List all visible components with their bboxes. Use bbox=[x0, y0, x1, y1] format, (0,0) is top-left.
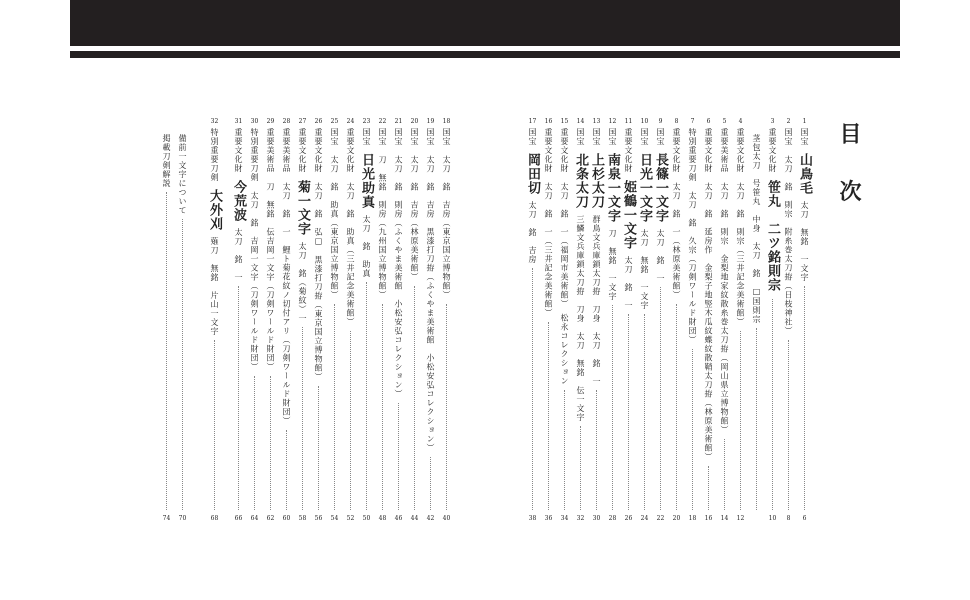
entry-classification: 重要文化財 bbox=[298, 128, 307, 173]
dotted-leader bbox=[254, 376, 255, 510]
entry-text bbox=[798, 128, 811, 282]
entry-text bbox=[344, 128, 357, 327]
toc-entry[interactable] bbox=[558, 118, 571, 528]
entry-page-number: 58 bbox=[298, 515, 307, 522]
toc-entry[interactable] bbox=[344, 118, 357, 528]
entry-text bbox=[424, 128, 437, 453]
toc-entry[interactable] bbox=[782, 118, 795, 528]
entry-classification: 国宝 bbox=[800, 128, 809, 146]
toc-entry[interactable] bbox=[328, 118, 341, 528]
entry-number: 14 bbox=[576, 118, 585, 125]
dotted-leader bbox=[692, 349, 693, 510]
entry-number: 13 bbox=[592, 118, 601, 125]
entry-text bbox=[718, 128, 731, 435]
entry-number: 9 bbox=[658, 118, 663, 125]
entry-page-number: 62 bbox=[266, 515, 275, 522]
entry-sword-name: 大外刈 bbox=[207, 188, 222, 231]
toc-entry[interactable] bbox=[176, 118, 189, 528]
entry-classification: 国宝 bbox=[394, 128, 403, 146]
entry-text bbox=[280, 128, 293, 426]
entry-sword-name: 今荒波 bbox=[231, 179, 246, 222]
dotted-leader bbox=[564, 390, 565, 510]
entry-description: 太刀 無銘 一文字 bbox=[800, 201, 809, 283]
entry-description: 太刀 銘 延房作 金梨子地竪木瓜紋蝶紋散鞘太刀拵（林原美術館） bbox=[704, 182, 713, 462]
entry-number: 16 bbox=[544, 118, 553, 125]
entry-text bbox=[750, 128, 763, 324]
entry-number: 24 bbox=[346, 118, 355, 125]
entry-sword-name: 上杉太刀 bbox=[589, 152, 604, 209]
entry-description: 太刀 銘 久宗（刀剣ワールド財団） bbox=[688, 191, 697, 345]
entry-page-number: 56 bbox=[314, 515, 323, 522]
entry-number: 10 bbox=[640, 118, 649, 125]
toc-entry[interactable] bbox=[392, 118, 405, 528]
entry-page-number: 50 bbox=[362, 515, 371, 522]
entry-sword-name: 岡田切 bbox=[525, 152, 540, 195]
entry-classification: 重要文化財 bbox=[624, 128, 633, 173]
entry-number: 31 bbox=[234, 118, 243, 125]
entry-text bbox=[654, 128, 667, 283]
entry-description: 太刀 銘 則宗 金梨地家紋散糸巻太刀拵（岡山県立博物館） bbox=[720, 182, 729, 435]
entry-classification: 特別重要刀剣 bbox=[688, 128, 697, 182]
entry-page-number: 64 bbox=[250, 515, 259, 522]
entry-text bbox=[574, 128, 587, 422]
entry-classification: 重要文化財 bbox=[768, 128, 777, 173]
entry-number: 7 bbox=[690, 118, 695, 125]
dotted-leader bbox=[430, 457, 431, 510]
dotted-leader bbox=[724, 439, 725, 510]
entry-number: 30 bbox=[250, 118, 259, 125]
entry-page-number: 20 bbox=[672, 515, 681, 522]
entry-page-number: 42 bbox=[426, 515, 435, 522]
entry-text bbox=[248, 128, 261, 372]
toc-entry[interactable] bbox=[296, 118, 309, 528]
entry-text bbox=[312, 128, 325, 382]
entry-description: 三鱗文兵庫鎖太刀拵 刀身 太刀 無銘 伝一文字 bbox=[576, 215, 585, 423]
entry-text bbox=[702, 128, 715, 462]
entry-number: 20 bbox=[410, 118, 419, 125]
toc-entry[interactable] bbox=[766, 118, 779, 528]
entry-classification: 国宝 bbox=[608, 128, 617, 146]
entry-text bbox=[160, 128, 173, 188]
entry-page-number: 32 bbox=[576, 515, 585, 522]
header-banner bbox=[70, 0, 900, 46]
entry-sword-name: 菊一文字 bbox=[295, 179, 310, 236]
entry-description: 掲載刀剣解説 bbox=[162, 134, 171, 188]
dotted-leader bbox=[644, 314, 645, 510]
entry-text bbox=[376, 128, 389, 300]
dotted-leader bbox=[532, 268, 533, 510]
dotted-leader bbox=[660, 287, 661, 510]
entry-page-number: 24 bbox=[640, 515, 649, 522]
entry-text bbox=[392, 128, 405, 399]
entry-number: 25 bbox=[330, 118, 339, 125]
dotted-leader bbox=[414, 286, 415, 510]
dotted-leader bbox=[350, 331, 351, 510]
dotted-leader bbox=[756, 328, 757, 510]
entry-classification: 重要美術品 bbox=[720, 128, 729, 173]
entry-page-number: 10 bbox=[768, 515, 777, 522]
dotted-leader bbox=[612, 305, 613, 510]
entry-page-number: 44 bbox=[410, 515, 419, 522]
entry-number: 17 bbox=[528, 118, 537, 125]
toc-entry[interactable] bbox=[670, 118, 683, 528]
entry-description: 刀 無銘 一文字 bbox=[608, 229, 617, 302]
entry-text bbox=[558, 128, 571, 386]
entry-page-number: 54 bbox=[330, 515, 339, 522]
entry-page-number: 16 bbox=[704, 515, 713, 522]
dotted-leader bbox=[214, 340, 215, 510]
dotted-leader bbox=[804, 286, 805, 510]
entry-page-number: 28 bbox=[608, 515, 617, 522]
entry-page-number: 8 bbox=[786, 515, 791, 522]
toc-entry[interactable] bbox=[798, 118, 811, 528]
entry-number: 21 bbox=[394, 118, 403, 125]
entry-text bbox=[208, 128, 221, 336]
dotted-leader bbox=[270, 376, 271, 510]
toc-entry[interactable] bbox=[654, 118, 667, 528]
entry-page-number: 40 bbox=[442, 515, 451, 522]
dotted-leader bbox=[238, 286, 239, 510]
entry-number: 11 bbox=[624, 118, 633, 125]
toc-entry[interactable] bbox=[526, 118, 539, 528]
entry-description: 太刀 銘 吉岡一文字（刀剣ワールド財団） bbox=[250, 191, 259, 372]
entry-page-number: 36 bbox=[544, 515, 553, 522]
toc-entry[interactable] bbox=[606, 118, 619, 528]
header-rule bbox=[70, 51, 900, 58]
entry-description: 太刀 銘 助真 bbox=[362, 215, 371, 279]
toc-entry[interactable] bbox=[638, 118, 651, 528]
toc-entry[interactable] bbox=[248, 118, 261, 528]
entry-description: 太刀 銘 一 鯉ト菊花紋ノ切付アリ（刀剣ワールド財団） bbox=[282, 182, 291, 426]
entry-number: 27 bbox=[298, 118, 307, 125]
entry-classification: 重要美術品 bbox=[266, 128, 275, 173]
entry-classification: 重要文化財 bbox=[234, 128, 243, 173]
toc-entry[interactable] bbox=[160, 118, 173, 528]
toc-entry[interactable] bbox=[264, 118, 277, 528]
toc-entry[interactable] bbox=[232, 118, 245, 528]
entry-classification: 重要文化財 bbox=[672, 128, 681, 173]
entry-text bbox=[526, 128, 539, 264]
entry-number: 2 bbox=[786, 118, 791, 125]
entry-page-number: 38 bbox=[528, 515, 537, 522]
entry-description: 太刀 銘 則宗（三井記念美術館） bbox=[736, 182, 745, 327]
entry-text bbox=[232, 128, 245, 282]
dotted-leader bbox=[596, 390, 597, 510]
entry-number: 6 bbox=[706, 118, 711, 125]
toc-entry[interactable] bbox=[424, 118, 437, 528]
entry-sword-name: 山鳥毛 bbox=[797, 152, 812, 195]
entry-number: 23 bbox=[362, 118, 371, 125]
entry-description: 群鳥文兵庫鎖太刀拵 刀身 太刀 銘 一 bbox=[592, 215, 601, 387]
entry-classification: 国宝 bbox=[576, 128, 585, 146]
entry-page-number: 60 bbox=[282, 515, 291, 522]
dotted-leader bbox=[788, 340, 789, 510]
entry-classification: 重要文化財 bbox=[314, 128, 323, 173]
dotted-leader bbox=[708, 466, 709, 510]
entry-page-number: 46 bbox=[394, 515, 403, 522]
entry-number: 29 bbox=[266, 118, 275, 125]
toc-entry[interactable] bbox=[360, 118, 373, 528]
dotted-leader bbox=[286, 430, 287, 510]
entry-text bbox=[542, 128, 555, 318]
entry-description: 太刀 銘 一（三井記念美術館） bbox=[544, 182, 553, 318]
entry-number: 15 bbox=[560, 118, 569, 125]
entry-number: 32 bbox=[210, 118, 219, 125]
toc-entry[interactable] bbox=[408, 118, 421, 528]
entry-number: 8 bbox=[674, 118, 679, 125]
entry-description: 薙刀 無銘 片山一文字 bbox=[210, 237, 219, 337]
entry-sword-name: 北条太刀 bbox=[573, 152, 588, 209]
entry-description: 太刀 銘 則宗 附糸巻太刀拵（日枝神社） bbox=[784, 155, 793, 336]
entry-classification: 国宝 bbox=[330, 128, 339, 146]
toc-entry[interactable] bbox=[590, 118, 603, 528]
entry-description: 刀 無銘 伝吉岡一文字（刀剣ワールド財団） bbox=[266, 182, 275, 372]
entry-text bbox=[782, 128, 795, 336]
entry-classification: 重要文化財 bbox=[560, 128, 569, 173]
entry-description: 太刀 銘 一 bbox=[624, 256, 633, 311]
entry-description: 太刀 銘 吉房 bbox=[528, 201, 537, 265]
entry-classification: 国宝 bbox=[528, 128, 537, 146]
dotted-leader bbox=[398, 403, 399, 510]
toc-entry[interactable] bbox=[734, 118, 747, 528]
entry-description: 太刀 無銘 一文字 bbox=[640, 229, 649, 311]
entry-description: 刀 無銘 則房（九州国立博物館） bbox=[378, 155, 387, 300]
entry-number: 22 bbox=[378, 118, 387, 125]
entry-text bbox=[670, 128, 683, 300]
entry-number: 26 bbox=[314, 118, 323, 125]
entry-description: 太刀 銘 弘□ 黒漆打刀拵（東京国立博物館） bbox=[314, 182, 323, 382]
toc-entry[interactable] bbox=[376, 118, 389, 528]
entry-number: 1 bbox=[802, 118, 807, 125]
entry-page-number: 66 bbox=[234, 515, 243, 522]
entry-description: 太刀 銘 一（林原美術館） bbox=[672, 182, 681, 300]
entry-description: 太刀 銘 一 bbox=[234, 228, 243, 283]
entry-classification: 国宝 bbox=[656, 128, 665, 146]
dotted-leader bbox=[628, 314, 629, 510]
toc-entry[interactable] bbox=[312, 118, 325, 528]
dotted-leader bbox=[366, 282, 367, 510]
entry-classification: 国宝 bbox=[442, 128, 451, 146]
entry-text bbox=[622, 128, 635, 310]
entry-number: 28 bbox=[282, 118, 291, 125]
entry-description: 太刀 銘（菊紋）一 bbox=[298, 242, 307, 324]
entry-sword-name: 日光助真 bbox=[359, 152, 374, 209]
entry-number: 19 bbox=[426, 118, 435, 125]
entry-classification: 国宝 bbox=[784, 128, 793, 146]
entry-page-number: 14 bbox=[720, 515, 729, 522]
entry-text bbox=[360, 128, 373, 278]
page-title: 目 次 bbox=[836, 122, 862, 216]
dotted-leader bbox=[676, 304, 677, 510]
entry-text bbox=[734, 128, 747, 327]
dotted-leader bbox=[182, 219, 183, 510]
entry-sword-name: 南泉一文字 bbox=[605, 152, 620, 223]
entry-description: 太刀 銘 助真（東京国立博物館） bbox=[330, 155, 339, 300]
entry-description: 太刀 銘 助真（三井記念美術館） bbox=[346, 182, 355, 327]
dotted-leader bbox=[580, 426, 581, 510]
entry-sword-name: 笹丸 二ツ銘則宗 bbox=[765, 179, 780, 292]
entry-text bbox=[408, 128, 421, 282]
toc-entry[interactable] bbox=[686, 118, 699, 528]
entry-text bbox=[264, 128, 277, 372]
entry-classification: 重要文化財 bbox=[704, 128, 713, 173]
entry-description: 太刀 銘 一 bbox=[656, 229, 665, 284]
entry-page-number: 12 bbox=[736, 515, 745, 522]
entry-number: 5 bbox=[722, 118, 727, 125]
entry-classification: 国宝 bbox=[410, 128, 419, 146]
entry-number: 3 bbox=[770, 118, 775, 125]
entry-description: 茎包太刀 号笹丸 中身 太刀 銘 □国則宗 bbox=[752, 134, 761, 324]
entry-sword-name: 日光一文字 bbox=[637, 152, 652, 223]
toc-entry[interactable] bbox=[574, 118, 587, 528]
entry-classification: 国宝 bbox=[426, 128, 435, 146]
entry-classification: 国宝 bbox=[640, 128, 649, 146]
entry-page-number: 48 bbox=[378, 515, 387, 522]
entry-page-number: 30 bbox=[592, 515, 601, 522]
entry-description: 備前一文字について bbox=[178, 134, 187, 215]
dotted-leader bbox=[334, 304, 335, 510]
entry-page-number: 6 bbox=[802, 515, 807, 522]
entry-description: 太刀 銘 吉房（東京国立博物館） bbox=[442, 155, 451, 300]
entry-text bbox=[606, 128, 619, 301]
entry-page-number: 70 bbox=[178, 515, 187, 522]
entry-classification: 国宝 bbox=[362, 128, 371, 146]
entry-text bbox=[296, 128, 309, 323]
entry-classification: 重要美術品 bbox=[282, 128, 291, 173]
entry-page-number: 68 bbox=[210, 515, 219, 522]
entry-description: 太刀 銘 吉房（林原美術館） bbox=[410, 155, 419, 282]
dotted-leader bbox=[446, 304, 447, 510]
entry-classification: 特別重要刀剣 bbox=[250, 128, 259, 182]
toc-entry[interactable] bbox=[718, 118, 731, 528]
toc-entry[interactable] bbox=[542, 118, 555, 528]
entry-text bbox=[766, 128, 779, 295]
dotted-leader bbox=[740, 331, 741, 510]
entry-page-number: 52 bbox=[346, 515, 355, 522]
entry-classification: 重要文化財 bbox=[544, 128, 553, 173]
entry-classification: 国宝 bbox=[592, 128, 601, 146]
entry-text bbox=[328, 128, 341, 300]
dotted-leader bbox=[548, 322, 549, 510]
toc-entry[interactable] bbox=[702, 118, 715, 528]
dotted-leader bbox=[772, 299, 773, 510]
entry-description: 太刀 銘 吉房 黒漆打刀拵（ふくやま美術館 小松安弘コレクション） bbox=[426, 155, 435, 453]
toc-entry[interactable] bbox=[440, 118, 453, 528]
dotted-leader bbox=[318, 386, 319, 510]
toc-entry[interactable] bbox=[208, 118, 221, 528]
entry-text bbox=[590, 128, 603, 386]
entry-text bbox=[638, 128, 651, 310]
entry-sword-name: 長篠一文字 bbox=[653, 152, 668, 223]
entry-text bbox=[440, 128, 453, 300]
entry-number: 12 bbox=[608, 118, 617, 125]
entry-page-number: 34 bbox=[560, 515, 569, 522]
entry-description: 太刀 銘 則房（ふくやま美術館 小松安弘コレクション） bbox=[394, 155, 403, 399]
toc-entry[interactable] bbox=[750, 118, 763, 528]
toc-entry[interactable] bbox=[622, 118, 635, 528]
entry-page-number: 74 bbox=[162, 515, 171, 522]
entry-classification: 重要文化財 bbox=[346, 128, 355, 173]
entry-text bbox=[176, 128, 189, 215]
entry-classification: 重要文化財 bbox=[736, 128, 745, 173]
dotted-leader bbox=[166, 192, 167, 510]
entry-description: 太刀 銘 一（福岡市美術館） 松永コレクション bbox=[560, 182, 569, 386]
entry-number: 18 bbox=[442, 118, 451, 125]
entry-page-number: 18 bbox=[688, 515, 697, 522]
dotted-leader bbox=[382, 304, 383, 510]
entry-page-number: 22 bbox=[656, 515, 665, 522]
dotted-leader bbox=[302, 327, 303, 510]
entry-classification: 特別重要刀剣 bbox=[210, 128, 219, 182]
entry-text bbox=[686, 128, 699, 345]
toc-entry[interactable] bbox=[280, 118, 293, 528]
entry-classification: 国宝 bbox=[378, 128, 387, 146]
entry-page-number: 26 bbox=[624, 515, 633, 522]
entry-sword-name: 姫鶴一文字 bbox=[621, 179, 636, 250]
entry-number: 4 bbox=[738, 118, 743, 125]
